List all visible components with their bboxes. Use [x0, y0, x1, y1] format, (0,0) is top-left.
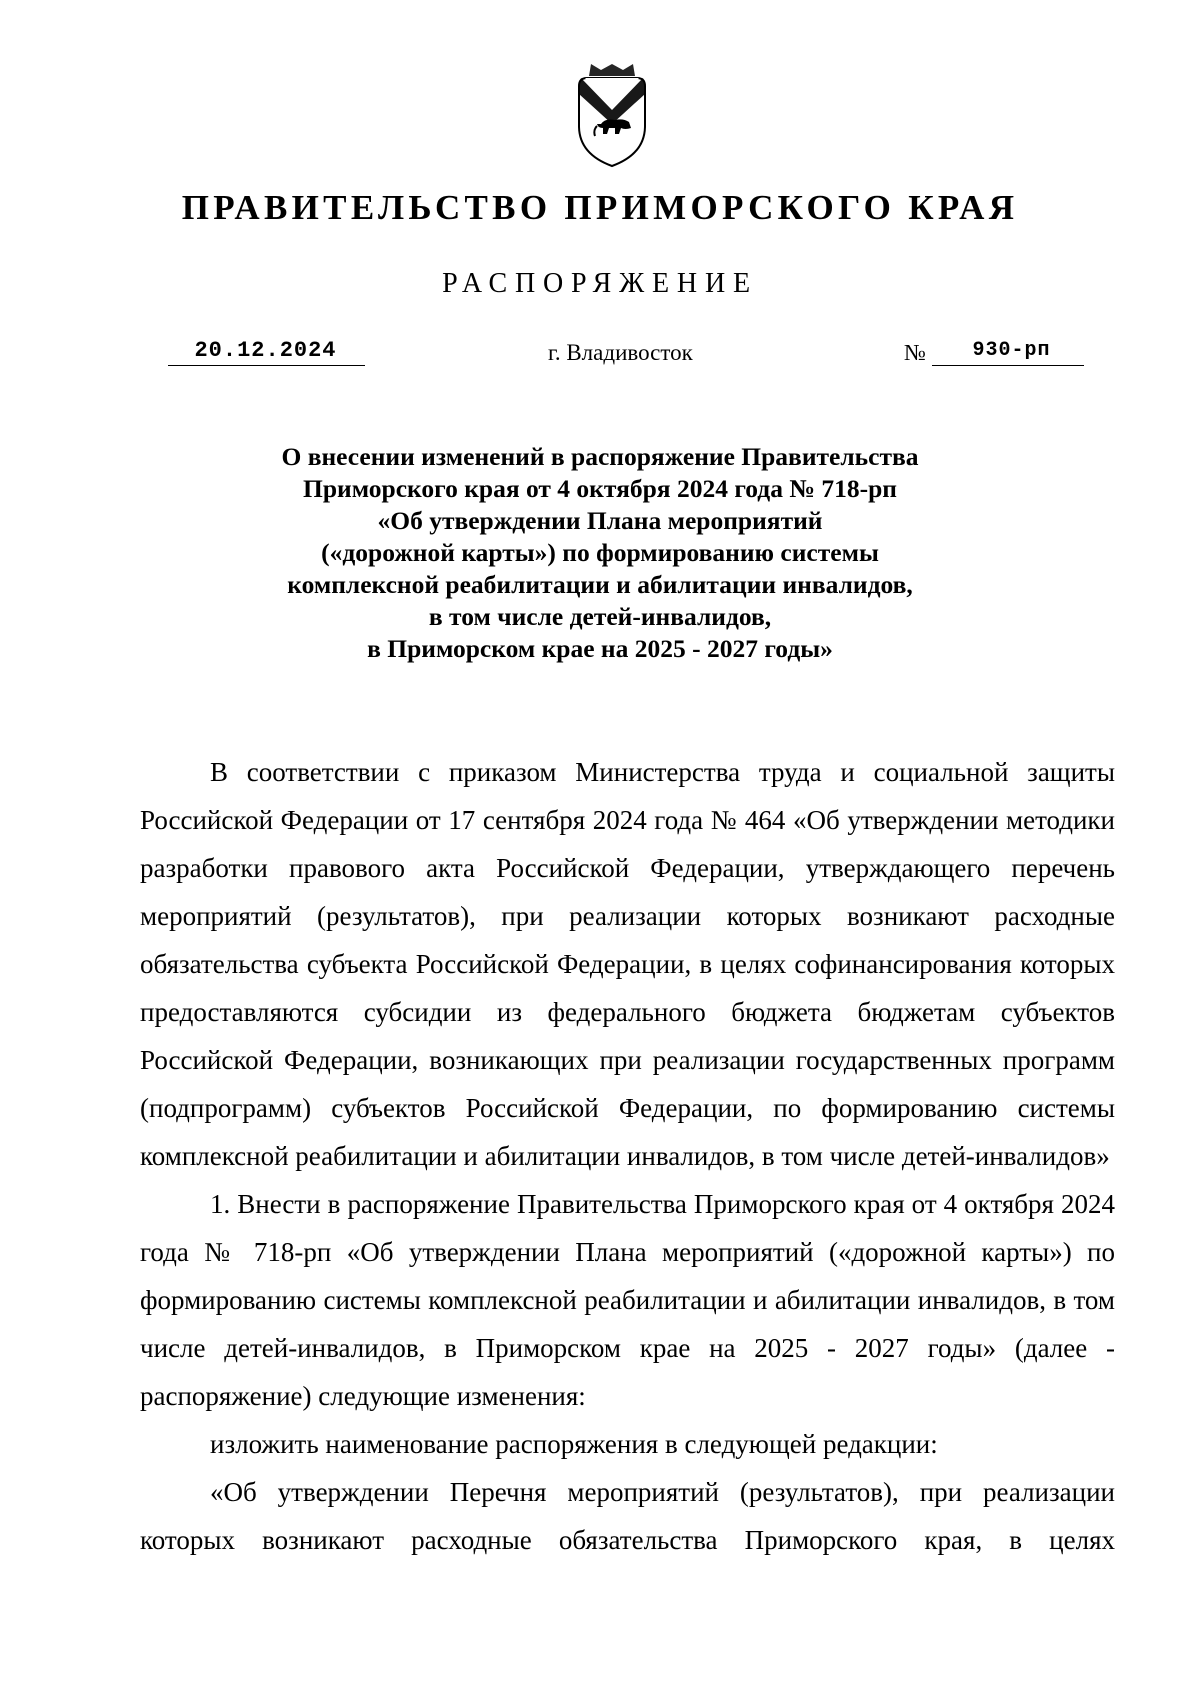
date-underline [168, 365, 365, 366]
document-heading [150, 441, 1050, 665]
document-number: 930-рп [972, 339, 1051, 362]
heading-line: в Приморском крае на 2025 - 2027 годы» [367, 634, 833, 663]
coat-of-arms-icon [571, 64, 653, 170]
new-title-paragraph: «Об утверждении Перечня мероприятий (результатов), при реализации которых возникают расходные обязательства Приморского края, в целях [140, 1477, 1115, 1555]
item-1-paragraph: 1. Внести в распоряжение Правительства Приморского края от 4 октября 2024 года № 718-рп «Об утверждении Плана мероприятий («дорожной карты») по формированию системы комплексной реабилитации и абилитации инвалидов, в том числе детей-инвалидов, в Приморском крае на 2025 - 2027 годы» (далее - распоряжение) следующие изменения: [140, 1189, 1115, 1411]
heading-line: О внесении изменений в распоряжение Правительства [281, 442, 919, 471]
heading-line: в том числе детей-инвалидов, [428, 602, 772, 631]
heading-line: («дорожной карты») по формированию системы [321, 538, 879, 567]
number-prefix: № [904, 340, 926, 365]
document-city: г. Владивосток [548, 340, 693, 365]
document-type: РАСПОРЯЖЕНИЕ [442, 268, 758, 299]
instruction-paragraph: изложить наименование распоряжения в следующей редакции: [210, 1429, 938, 1459]
heading-line: комплексной реабилитации и абилитации инвалидов, [287, 570, 913, 599]
heading-line: «Об утверждении Плана мероприятий [377, 506, 823, 535]
heading-line: Приморского края от 4 октября 2024 года № 718-рп [303, 474, 897, 503]
number-underline [932, 365, 1084, 366]
document-date: 20.12.2024 [194, 338, 337, 363]
preamble-paragraph: В соответствии с приказом Министерства труда и социальной защиты Российской Федерации от 17 сентября 2024 года № 464 «Об утверждении методики разработки правового акта Российской Федерации, утверждающего перечень мероприятий (результатов), при реализации которых возникают расходные обязательства субъекта Российской Федерации, в целях софинансирования которых предоставляются субсидии из федерального бюджета бюджетам субъектов Российской Федерации, возникающих при реализации государственных программ (подпрограмм) субъектов Российской Федерации, по формированию системы комплексной реабилитации и абилитации инвалидов, в том числе детей-инвалидов» [140, 757, 1115, 1171]
government-title: ПРАВИТЕЛЬСТВО ПРИМОРСКОГО КРАЯ [181, 188, 1019, 227]
document-body [140, 748, 1115, 1564]
